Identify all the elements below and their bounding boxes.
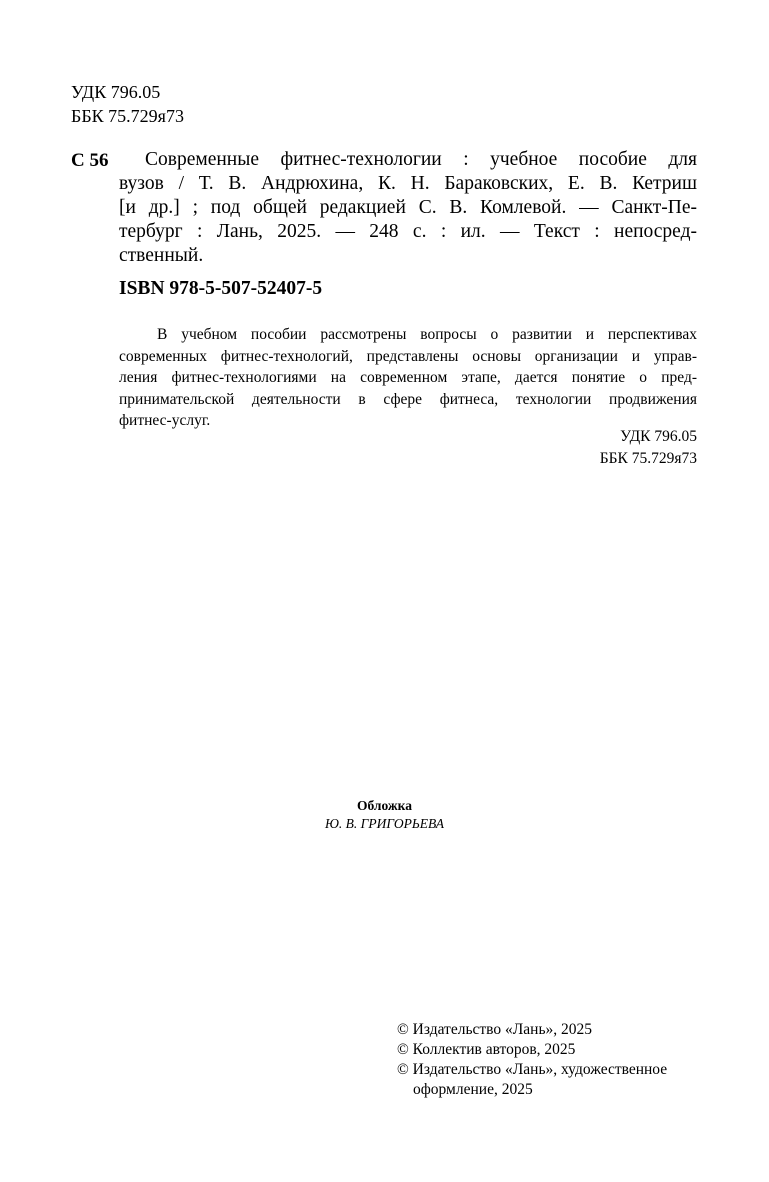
cover-artist: Ю. В. ГРИГОРЬЕВА xyxy=(324,816,445,831)
author-mark: С 56 xyxy=(71,150,109,171)
biblio-line: вузов / Т. В. Андрюхина, К. Н. Бараковских, Е. В. Кетриш xyxy=(119,173,697,194)
classification-codes-annotation xyxy=(600,426,697,469)
copyright-line: © Коллектив авторов, 2025 xyxy=(397,1041,576,1058)
annotation-line: ления фитнес-технологиями на современном этапе, дается понятие о пред- xyxy=(119,369,697,386)
biblio-line: ственный. xyxy=(119,245,204,266)
copyright-block xyxy=(397,1020,667,1100)
cover-label: Обложка xyxy=(356,798,412,813)
biblio-line: тербург : Лань, 2025. — 248 с. : ил. — Текст : непосред- xyxy=(119,221,697,242)
copyright-line: © Издательство «Лань», художественное xyxy=(397,1061,668,1078)
annotation xyxy=(119,324,697,432)
copyright-line: © Издательство «Лань», 2025 xyxy=(397,1021,593,1038)
bibliographic-description xyxy=(119,148,697,268)
biblio-line: Современные фитнес-технологии : учебное пособие для xyxy=(145,149,697,170)
annotation-line: принимательской деятельности в сфере фитнеса, технологии продвижения xyxy=(119,390,697,408)
isbn: ISBN 978-5-507-52407-5 xyxy=(119,278,323,299)
copyright-line: оформление, 2025 xyxy=(413,1081,533,1098)
classification-codes-top xyxy=(71,80,184,128)
bbk-code: ББК 75.729я73 xyxy=(71,106,184,126)
annotation-line: современных фитнес-технологий, представлены основы организации и управ- xyxy=(119,347,697,365)
biblio-line: [и др.] ; под общей редакцией С. В. Комлевой. — Санкт-Пе- xyxy=(119,197,697,218)
annotation-line: В учебном пособии рассмотрены вопросы о развитии и перспективах xyxy=(157,326,697,343)
annotation-bbk-code: ББК 75.729я73 xyxy=(599,449,697,467)
cover-credit xyxy=(0,797,769,833)
annotation-udk-code: УДК 796.05 xyxy=(620,428,697,445)
annotation-line: фитнес-услуг. xyxy=(119,412,211,429)
udk-code: УДК 796.05 xyxy=(71,82,161,102)
